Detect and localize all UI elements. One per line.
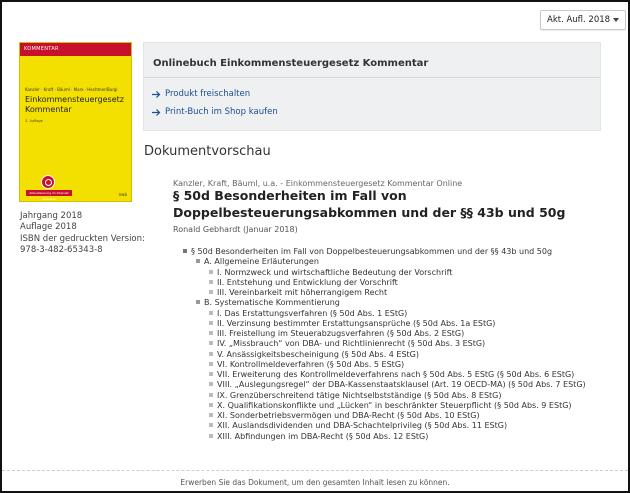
toc-item [183,298,623,308]
toc-item [183,268,623,278]
divider [2,470,628,471]
bullet-icon [196,300,200,304]
book-isbn: 978-3-482-65343-8 [20,244,103,255]
online-book-title: Onlinebuch Einkommensteuergesetz Kommentar [153,58,429,69]
toc-item-text: I. Das Erstattungsverfahren (§ 50d Abs. 1 EStG) [217,308,408,318]
toc-item-text: VIII. „Auslegungsregel“ der DBA-Kassenstaatsklausel (Art. 19 OECD-MA) (§ 50d Abs. 7 EStG) [217,380,586,390]
toc-item-text: XII. Auslandsdividenden und DBA-Schachtelprivileg (§ 50d Abs. 11 EStG) [217,421,508,431]
toc-item [183,288,623,298]
shop-link[interactable] [151,107,278,117]
cover-title: Einkommensteuergesetz Kommentar [25,95,124,114]
toc-item-text: III. Vereinbarkeit mit höherrangigem Recht [217,288,388,297]
bullet-icon [209,382,213,386]
book-cover [19,42,132,202]
book-meta [20,211,145,256]
toc-item [183,257,623,267]
bullet-icon [209,393,213,397]
bullet-icon [209,331,213,335]
edition-select-value: Akt. Aufl. 2018 [547,15,611,25]
toc-item-text: VI. Kontrollmeldeverfahren (§ 50d Abs. 5 EStG) [217,359,405,369]
arrow-right-icon [151,108,161,117]
toc-item-text: § 50d Besonderheiten im Fall von Doppelbesteuerungsabkommen und der §§ 43b und 50g [191,247,553,256]
bullet-icon [196,259,200,263]
bullet-icon [209,362,213,366]
toc-item [183,278,623,288]
book-year: Jahrgang 2018 [20,211,83,221]
purchase-note: Erwerben Sie das Dokument, um den gesamten Inhalt lesen zu können. [180,478,450,487]
bullet-icon [183,249,187,253]
refresh-icon [41,175,55,189]
toc-item-text: X. Qualifikationskonflikte und „Lücken“ in beschränkter Steuerpflicht (§ 50d Abs. 9 EStG) [217,400,572,410]
bullet-icon [209,290,213,294]
chevron-down-icon [613,18,619,22]
toc-item-text: II. Entstehung und Entwicklung der Vorschrift [217,277,398,287]
toc-item [183,350,623,360]
toc-item-text: IX. Grenzüberschreitend tätige Nichtselbstständige (§ 50d Abs. 8 EStG) [217,390,502,400]
arrow-right-icon [151,90,161,99]
cover-band: KOMMENTAR [20,43,131,56]
preview-heading: Dokumentvorschau [144,144,271,159]
bullet-icon [209,311,213,315]
toc-item [183,329,623,339]
toc-item [183,247,623,257]
cover-badge [26,175,72,201]
bullet-icon [209,321,213,325]
toc-item-text: I. Normzweck und wirtschaftliche Bedeutung der Vorschrift [217,267,453,277]
toc-item [183,339,623,349]
breadcrumb: Kanzler, Kraft, Bäuml, u.a. - Einkommensteuergesetz Kommentar Online [173,179,463,188]
cover-edition: 3. Auflage [25,119,43,123]
toc-item-text: VII. Erweiterung des Kontrollmeldeverfahrens nach § 50d Abs. 5 EStG (§ 50d Abs. 6 EStG) [217,370,575,379]
toc-item [183,391,623,401]
toc-item-text: XI. Sonderbetriebsvermögen und DBA-Recht (§ 50d Abs. 10 EStG) [217,411,480,420]
bullet-icon [209,403,213,407]
toc-item-text: IV. „Missbrauch“ von DBA- und Richtlinienrecht (§ 50d Abs. 3 EStG) [217,339,486,349]
divider [144,77,600,78]
toc-item [183,309,623,319]
online-book-box [143,42,601,131]
toc-item [183,360,623,370]
toc-item-text: XIII. Abfindungen im DBA-Recht (§ 50d Abs. 12 EStG) [217,431,429,441]
toc-item-text: III. Freistellung im Steuerabzugsverfahren (§ 50d Abs. 2 EStG) [217,329,465,338]
bullet-icon [209,423,213,427]
edition-select[interactable] [540,10,626,30]
toc-item-text: B. Systematische Kommentierung [204,298,340,308]
toc-item-text: A. Allgemeine Erläuterungen [204,257,319,267]
toc-item [183,319,623,329]
book-edition: Auflage 2018 [20,222,77,233]
cover-publisher: nwb [118,192,127,197]
bullet-icon [209,434,213,438]
bullet-icon [209,341,213,345]
toc-item [183,421,623,431]
document-author: Ronald Gebhardt (Januar 2018) [173,225,298,234]
document-title: § 50d Besonderheiten im Fall von Doppelbesteuerungsabkommen und der §§ 43b und 50g [173,188,566,220]
toc-item-text: V. Ansässigkeitsbescheinigung (§ 50d Abs. 4 EStG) [217,349,419,359]
bullet-icon [209,372,213,376]
cover-badge-text: Aktualisierung im Internet inklusive [26,190,72,196]
toc-item-text: II. Verzinsung bestimmter Erstattungsansprüche (§ 50d Abs. 1a EStG) [217,318,496,328]
toc-item [183,432,623,442]
bullet-icon [209,280,213,284]
unlock-product-link[interactable] [151,89,250,99]
shop-link-label: Print-Buch im Shop kaufen [165,107,278,117]
unlock-product-label: Produkt freischalten [165,89,251,99]
toc-item [183,370,623,380]
bullet-icon [209,270,213,274]
cover-authors: Kanzler · Kraft · Bäuml · Marx · Hechtner/Burgi [25,87,118,92]
table-of-contents [183,247,623,442]
toc-item [183,411,623,421]
toc-item [183,380,623,390]
toc-item [183,401,623,411]
bullet-icon [209,352,213,356]
bullet-icon [209,413,213,417]
book-isbn-label: ISBN der gedruckten Version: [20,233,145,244]
